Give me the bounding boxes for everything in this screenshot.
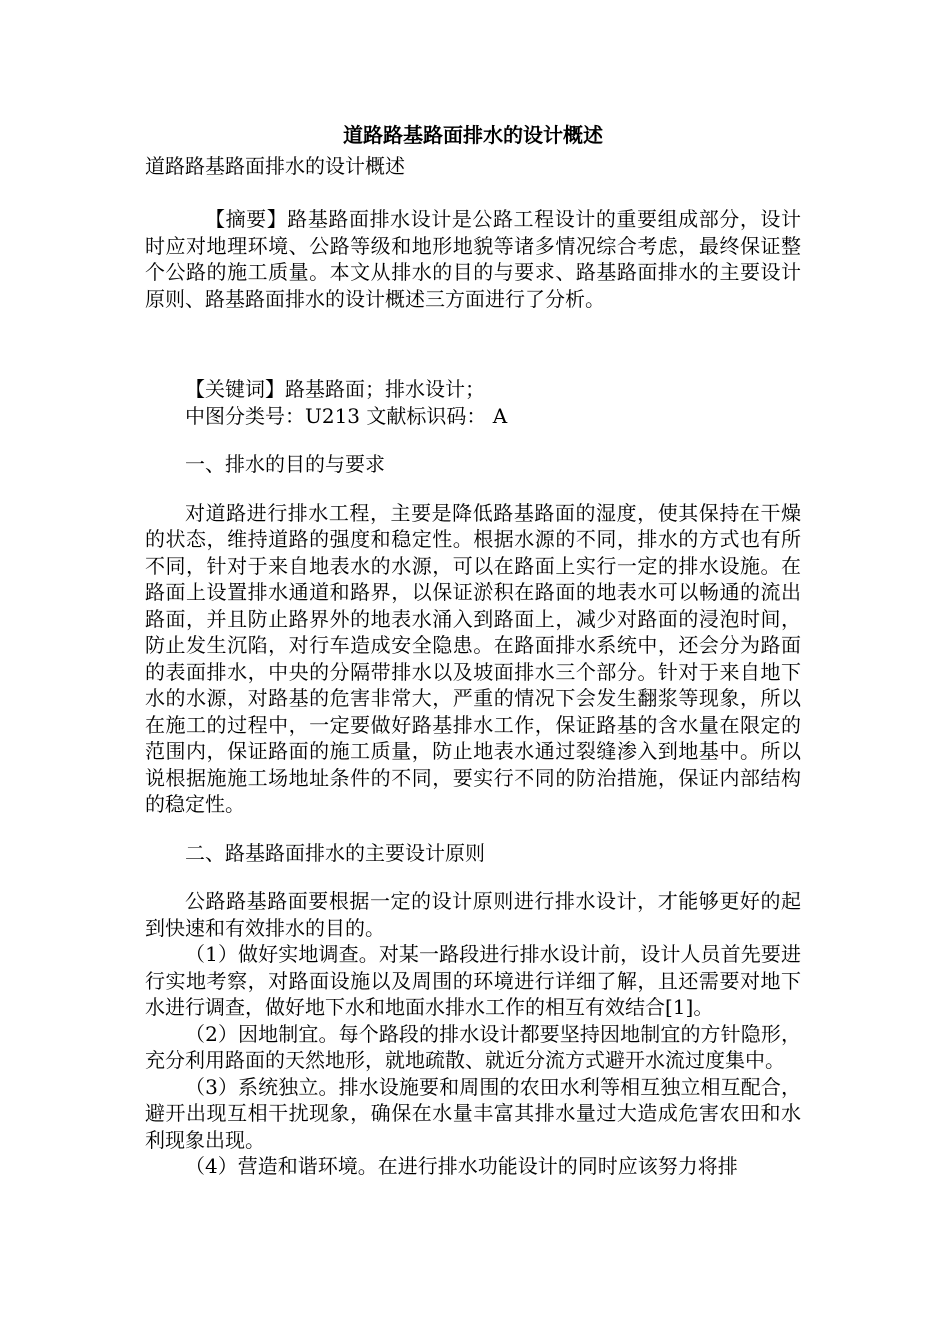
document-page (145, 120, 801, 1180)
principle-4: （4）营造和谐环境。在进行排水功能设计的同时应该努力将排 (185, 1154, 738, 1178)
keywords-line: 【关键词】路基路面；排水设计； (185, 377, 485, 401)
section-1-body: 对道路进行排水工程，主要是降低路基路面的湿度，使其保持在干燥的状态，维持道路的强度和稳定性。根据水源的不同，排水的方式也有所不同，针对于来自地表水的水源，可以在路面上实行一定的排水设施。在路面上设置排水通道和路界，以保证淤积在路面的地表水可以畅通的流出路面，并且防止路界外的地表水涌入到路面上，减少对路面的浸泡时间，防止发生沉陷，对行车造成安全隐患。在路面排水系统中，还会分为路面的表面排水，中央的分隔带排水以及坡面排水三个部分。针对于来自地下水的水源，对路基的危害非常大，严重的情况下会发生翻浆等现象，所以在施工的过程中，一定要做好路基排水工作，保证路基的含水量在限定的范围内，保证路面的施工质量，防止地表水通过裂缝渗入到地基中。所以说根据施施工场地址条件的不同，要实行不同的防治措施，保证内部结构的稳定性。 (145, 500, 801, 816)
document-title: 道路路基路面排水的设计概述 (343, 123, 603, 147)
principle-3: （3）系统独立。排水设施要和周围的农田水利等相互独立相互配合，避开出现互相干扰现象，确保在水量丰富其排水量过大造成危害农田和水利现象出现。 (145, 1074, 801, 1152)
abstract-paragraph: 【摘要】路基路面排水设计是公路工程设计的重要组成部分，设计时应对地理环境、公路等级和地形地貌等诸多情况综合考虑，最终保证整个公路的施工质量。本文从排水的目的与要求、路基路面排水的主要设计原则、路基路面排水的设计概述三方面进行了分析。 (145, 207, 801, 311)
section-2-intro: 公路路基路面要根据一定的设计原则进行排水设计，才能够更好的起到快速和有效排水的目的。 (145, 889, 801, 940)
section-1-heading: 一、排水的目的与要求 (185, 452, 385, 476)
section-2-heading: 二、路基路面排水的主要设计原则 (185, 840, 485, 865)
principle-1: （1）做好实地调查。对某一路段进行排水设计前，设计人员首先要进行实地考察，对路面设施以及周围的环境进行详细了解，且还需要对地下水进行调查，做好地下水和地面水排水工作的相互有效结合[1]。 (145, 942, 801, 1019)
classification-line: 中图分类号：U213 文献标识码： A (185, 403, 508, 428)
document-subtitle: 道路路基路面排水的设计概述 (145, 154, 405, 178)
principle-2: （2）因地制宜。每个路段的排水设计都要坚持因地制宜的方针隐形，充分利用路面的天然地形，就地疏散、就近分流方式避开水流过度集中。 (145, 1021, 801, 1072)
